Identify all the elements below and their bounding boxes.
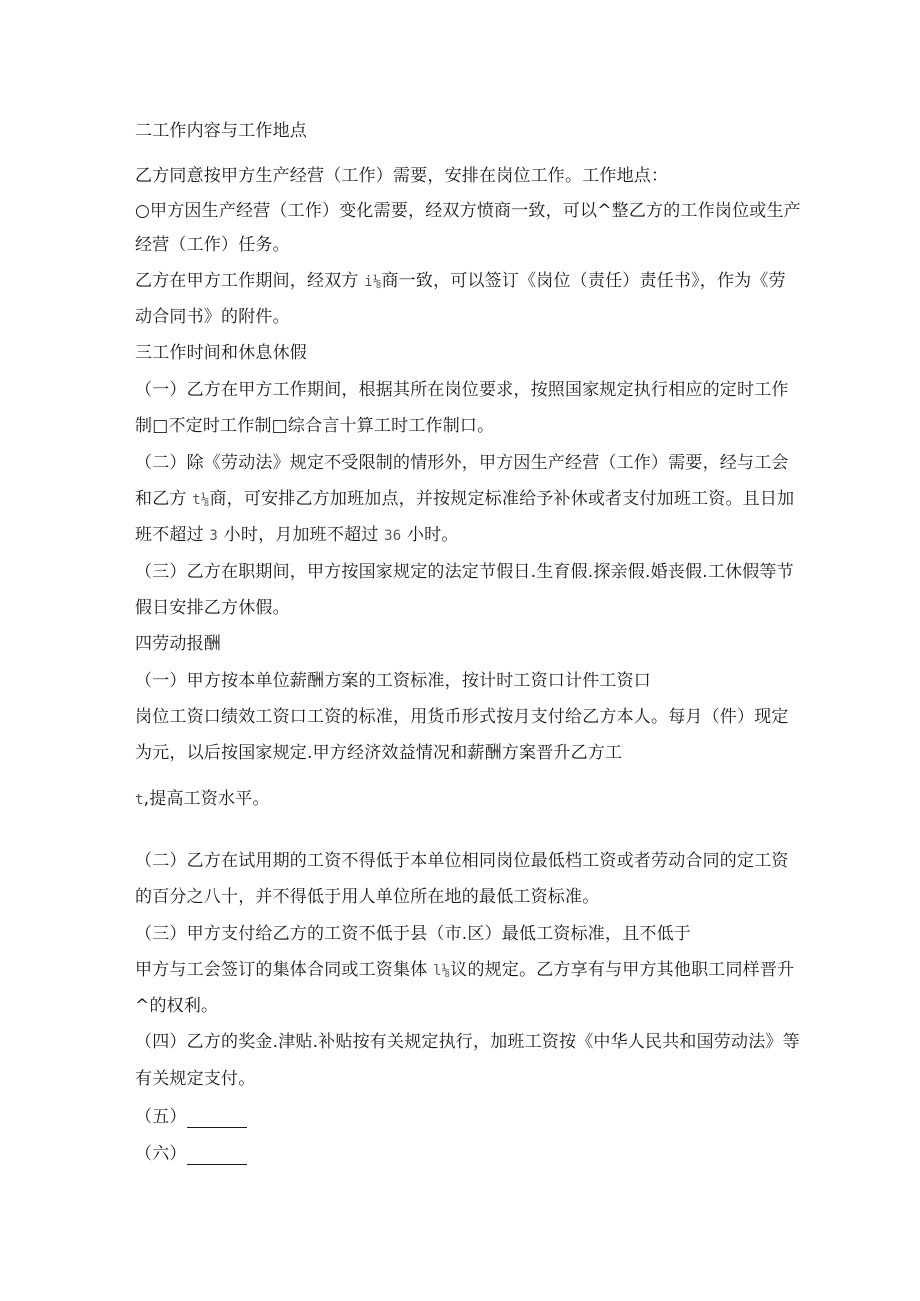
remuneration-item4-line1: （四）乙方的奖金.津贴.补贴按有关规定执行，加班工资按《中华人民共和国劳动法》等 xyxy=(135,1032,800,1052)
remuneration-item3-line3: ^的权利。 xyxy=(135,996,219,1016)
text-segment: 班不超过 xyxy=(135,525,204,545)
text-segment: 小时，月加班不超过 xyxy=(223,525,379,545)
paragraph-adjust-position-line2: 经营（工作）任务。 xyxy=(135,235,290,255)
text-segment: ,提高工资水平。 xyxy=(143,789,270,809)
ocr-artifact: t xyxy=(135,792,144,808)
remuneration-item1-line1: （一）甲方按本单位薪酬方案的工资标准，按计时工资口计件工资口 xyxy=(135,671,651,691)
item-label: （六） xyxy=(135,1144,187,1164)
text-segment: 商一致，可以签订《岗位（责任）责任书》，作为《劳 xyxy=(381,271,786,291)
ocr-artifact: t⅛ xyxy=(192,492,210,508)
remuneration-item5 xyxy=(135,1106,247,1128)
section-heading-work-content: 二工作内容与工作地点 xyxy=(135,121,307,141)
work-time-item2-line3 xyxy=(135,524,459,547)
number-daily-overtime: 3 xyxy=(209,528,219,544)
work-time-item3-line2: 假日安排乙方休假。 xyxy=(135,598,290,618)
paragraph-responsibility-line1 xyxy=(135,270,786,293)
work-time-item2-line2 xyxy=(135,488,794,511)
text-segment: 小时。 xyxy=(406,525,459,545)
remuneration-item3-line1: （三）甲方支付给乙方的工资不低于县（市.区）最低工资标准，且不低于 xyxy=(135,924,692,944)
text-segment: 乙方在甲方工作期间，经双方 xyxy=(135,271,359,291)
paragraph-responsibility-line2: 动合同书》的附件。 xyxy=(135,307,290,327)
ocr-artifact: i⅛ xyxy=(364,274,382,290)
remuneration-item6 xyxy=(135,1143,247,1165)
remuneration-item1-line2: 岗位工资口绩效工资口工资的标准，用货币形式按月支付给乙方本人。每月（件）现定 xyxy=(135,707,789,727)
remuneration-item1-line4 xyxy=(135,788,270,811)
text-segment: 议的规定。乙方享有与甲方其他职工同样晋升 xyxy=(450,960,795,980)
section-heading-remuneration: 四劳动报酬 xyxy=(135,634,221,654)
remuneration-item3-line2 xyxy=(135,959,794,982)
remuneration-item4-line2: 有关规定支付。 xyxy=(135,1069,256,1089)
remuneration-item2-line1: （二）乙方在试用期的工资不得低于本单位相同岗位最低档工资或者劳动合同的定工资 xyxy=(135,851,789,871)
work-time-item1-line1: （一）乙方在甲方工作期间，根据其所在岗位要求，按照国家规定执行相应的定时工作 xyxy=(135,380,789,400)
work-time-item2-line1: （二）除《劳动法》规定不受限制的情形外，甲方因生产经营（工作）需要，经与工会 xyxy=(135,453,789,473)
text-segment: 和乙方 xyxy=(135,489,187,509)
work-time-item3-line1: （三）乙方在职期间，甲方按国家规定的法定节假日.生育假.探亲假.婚丧假.工休假等节 xyxy=(135,562,794,582)
paragraph-adjust-position-line1: ○甲方因生产经营（工作）变化需要，经双方愤商一致，可以^整乙方的工作岗位或生产 xyxy=(135,201,801,221)
number-monthly-overtime: 36 xyxy=(384,528,402,544)
item-label: （五） xyxy=(135,1107,187,1127)
ocr-artifact: l⅛ xyxy=(433,963,451,979)
blank-field xyxy=(187,1146,247,1165)
remuneration-item2-line2: 的百分之八十，并不得低于用人单位所在地的最低工资标准。 xyxy=(135,887,600,907)
remuneration-item1-line3: 为元，以后按国家规定.甲方经济效益情况和薪酬方案晋升乙方工 xyxy=(135,743,623,763)
work-time-item1-line2: 制□不定时工作制□综合言十算工时工作制口。 xyxy=(135,416,495,436)
text-segment: 甲方与工会签订的集体合同或工资集体 xyxy=(135,960,428,980)
section-heading-work-time: 三工作时间和休息休假 xyxy=(135,343,307,363)
blank-field xyxy=(187,1109,247,1128)
text-segment: 商，可安排乙方加班加点，并按规定标准给予补休或者支付加班工资。且日加 xyxy=(209,489,795,509)
paragraph-work-location: 乙方同意按甲方生产经营（工作）需要，安排在岗位工作。工作地点： xyxy=(135,166,669,186)
